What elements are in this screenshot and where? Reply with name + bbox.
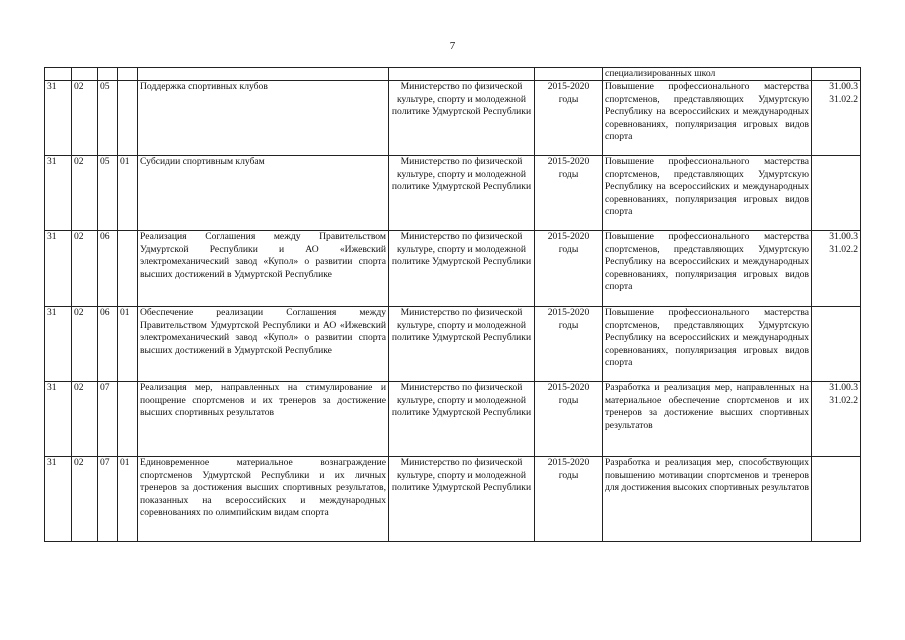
cell-om: 05 — [98, 156, 118, 231]
cell-executor — [389, 68, 535, 81]
cell-result: Разработка и реализация мер, способствующих повышению мотивации спортсменов и тренеров для достижения высоких спортивных результатов — [603, 457, 812, 542]
cell-om: 05 — [98, 81, 118, 156]
cell-m — [118, 81, 138, 156]
cell-period — [535, 68, 603, 81]
cell-gp: 31 — [45, 156, 72, 231]
cell-gp: 31 — [45, 457, 72, 542]
cell-om: 06 — [98, 307, 118, 382]
cell-result: Повышение профессионального мастерства спортсменов, представляющих Удмуртскую Республику на всероссийских и международных соревнованиях, популяризация игровых видов спорта — [603, 231, 812, 307]
cell-pp: 02 — [72, 156, 98, 231]
cell-m: 01 — [118, 156, 138, 231]
cell-pp: 02 — [72, 382, 98, 457]
cell-result: Повышение профессионального мастерства спортсменов, представляющих Удмуртскую Республику на всероссийских и международных соревнованиях, популяризация игровых видов спорта — [603, 81, 812, 156]
cell-name: Поддержка спортивных клубов — [138, 81, 389, 156]
cell-pp: 02 — [72, 81, 98, 156]
indicator-code: 31.00.3 — [829, 382, 858, 394]
cell-result: Повышение профессионального мастерства спортсменов, представляющих Удмуртскую Республику на всероссийских и международных соревнованиях, популяризация игровых видов спорта — [603, 307, 812, 382]
cell-m — [118, 382, 138, 457]
cell-m: 01 — [118, 457, 138, 542]
cell-name: Единовременное материальное вознаграждение спортсменов Удмуртской Республики и их личных тренеров за достижения высших спортивных результатов, показанных на всероссийских и международных соревнованиях по олимпийским видам спорта — [138, 457, 389, 542]
cell-gp: 31 — [45, 231, 72, 307]
cell-executor: Министерство по физической культуре, спорту и молодежной политике Удмуртской Республики — [389, 457, 535, 542]
cell-gp: 31 — [45, 307, 72, 382]
cell-m: 01 — [118, 307, 138, 382]
cell-result: Разработка и реализация мер, направленных на материальное обеспечение спортсменов и их тренеров за достижение высших спортивных результатов — [603, 382, 812, 457]
cell-executor: Министерство по физической культуре, спорту и молодежной политике Удмуртской Республики — [389, 231, 535, 307]
indicator-code: 31.00.3 — [829, 81, 858, 93]
cell-indicators — [812, 156, 861, 231]
cell-name: Обеспечение реализации Соглашения между Правительством Удмуртской Республики и АО «Ижевский электромеханический завод «Купол» о развитии спорта высших достижений в Удмуртской Республике — [138, 307, 389, 382]
cell-m — [118, 231, 138, 307]
cell-pp — [72, 68, 98, 81]
cell-period: 2015-2020 годы — [535, 457, 603, 542]
indicator-code: 31.02.2 — [829, 394, 858, 406]
cell-result: Повышение профессионального мастерства спортсменов, представляющих Удмуртскую Республику на всероссийских и международных соревнованиях, популяризация игровых видов спорта — [603, 156, 812, 231]
cell-name: Реализация мер, направленных на стимулирование и поощрение спортсменов и их тренеров за достижение высших спортивных результатов — [138, 382, 389, 457]
table-row — [45, 81, 861, 156]
cell-om: 07 — [98, 382, 118, 457]
cell-indicators — [812, 81, 861, 156]
cell-name — [138, 68, 389, 81]
cell-pp: 02 — [72, 307, 98, 382]
cell-gp: 31 — [45, 81, 72, 156]
cell-indicators — [812, 457, 861, 542]
cell-executor: Министерство по физической культуре, спорту и молодежной политике Удмуртской Республики — [389, 307, 535, 382]
cell-executor: Министерство по физической культуре, спорту и молодежной политике Удмуртской Республики — [389, 81, 535, 156]
cell-indicators — [812, 382, 861, 457]
cell-pp: 02 — [72, 231, 98, 307]
indicator-code: 31.02.2 — [829, 93, 858, 105]
cell-indicators — [812, 231, 861, 307]
page-number: 7 — [449, 40, 456, 52]
table-row — [45, 156, 861, 231]
cell-period: 2015-2020 годы — [535, 81, 603, 156]
continuation-row — [45, 68, 861, 81]
cell-name: Субсидии спортивным клубам — [138, 156, 389, 231]
cell-om — [98, 68, 118, 81]
cell-gp: 31 — [45, 382, 72, 457]
table-row — [45, 382, 861, 457]
cell-result: специализированных школ — [603, 68, 812, 81]
cell-indicators — [812, 307, 861, 382]
cell-period: 2015-2020 годы — [535, 382, 603, 457]
cell-period: 2015-2020 годы — [535, 156, 603, 231]
table-row — [45, 231, 861, 307]
cell-om: 07 — [98, 457, 118, 542]
cell-pp: 02 — [72, 457, 98, 542]
cell-om: 06 — [98, 231, 118, 307]
cell-executor: Министерство по физической культуре, спорту и молодежной политике Удмуртской Республики — [389, 382, 535, 457]
activities-table — [44, 67, 861, 542]
indicator-code: 31.02.2 — [829, 243, 858, 255]
table-row — [45, 457, 861, 542]
cell-period: 2015-2020 годы — [535, 307, 603, 382]
cell-period: 2015-2020 годы — [535, 231, 603, 307]
indicator-code: 31.00.3 — [829, 231, 858, 243]
cell-name: Реализация Соглашения между Правительством Удмуртской Республики и АО «Ижевский электромеханический завод «Купол» о развитии спорта высших достижений в Удмуртской Республике — [138, 231, 389, 307]
cell-indicators — [812, 68, 861, 81]
cell-m — [118, 68, 138, 81]
table-row — [45, 307, 861, 382]
cell-gp — [45, 68, 72, 81]
cell-executor: Министерство по физической культуре, спорту и молодежной политике Удмуртской Республики — [389, 156, 535, 231]
